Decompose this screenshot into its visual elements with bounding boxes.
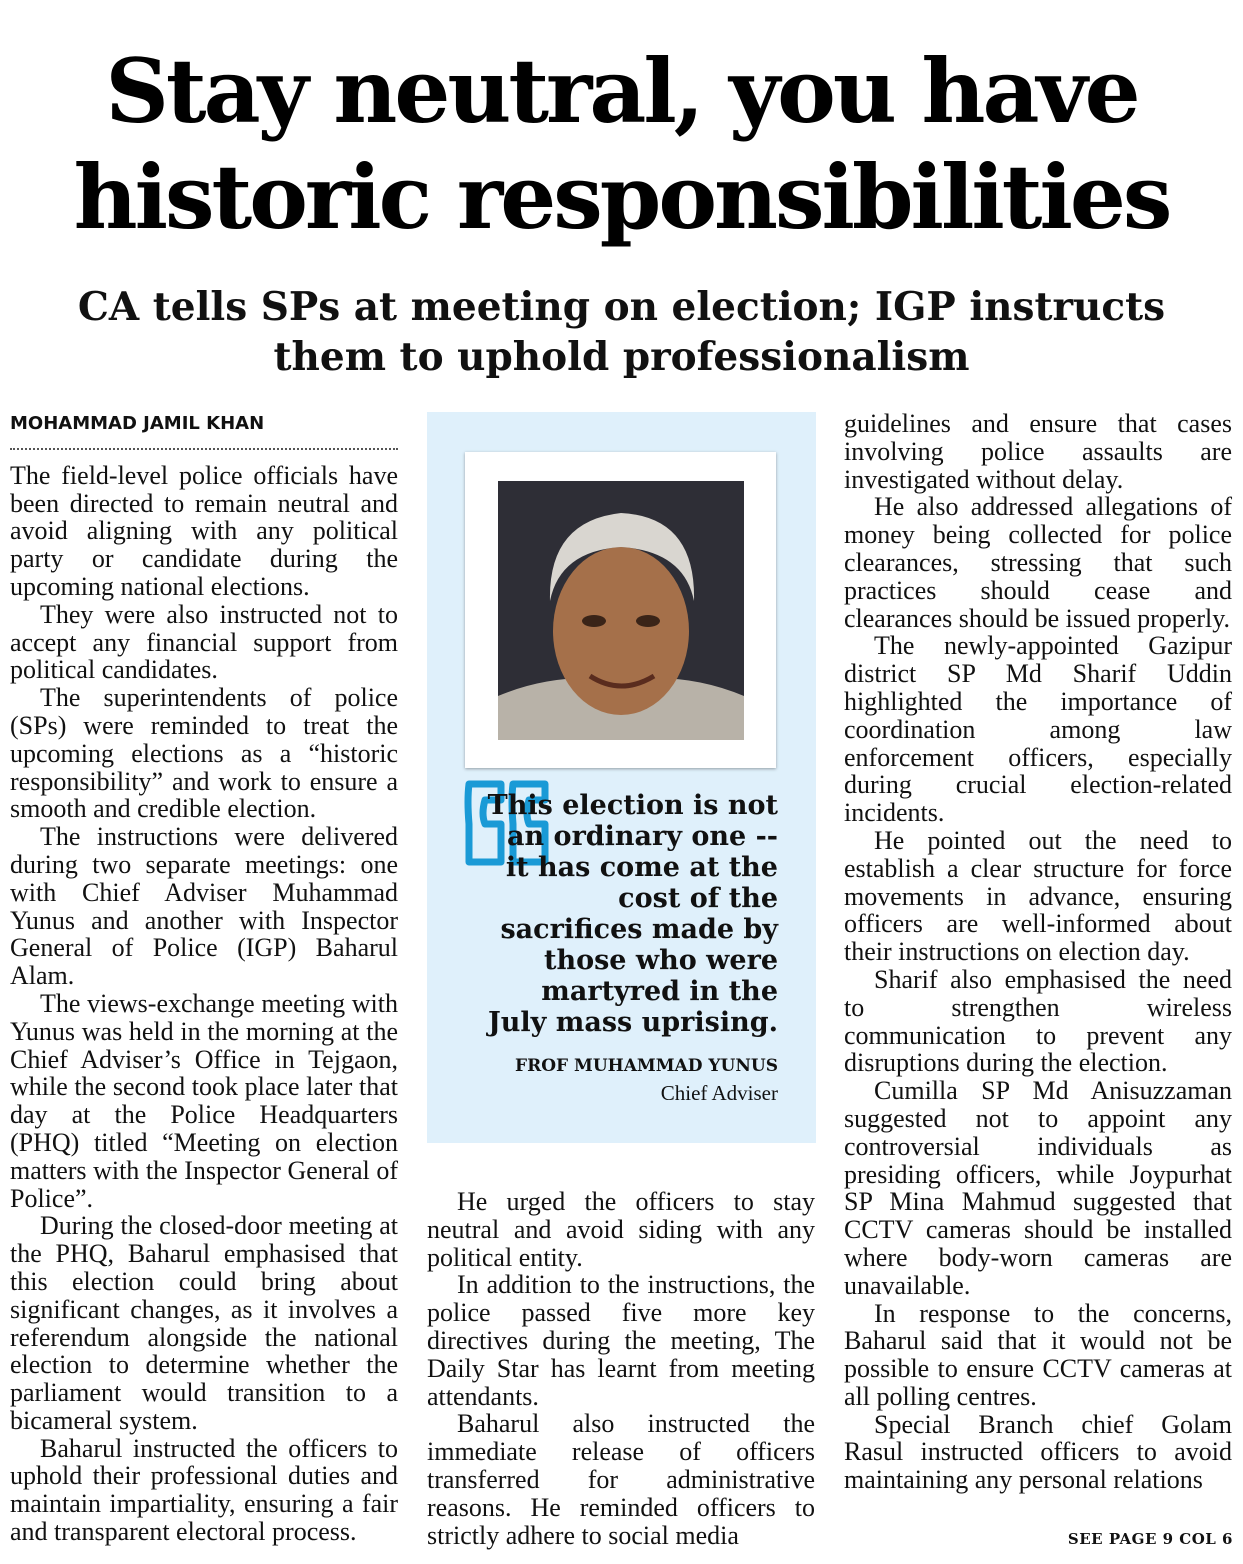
article-paragraph: He urged the officers to stay neutral and avoid siding with any political entity. xyxy=(427,1187,815,1272)
headline-line-2: historic responsibilities xyxy=(73,145,1170,249)
subheadline-line-1: CA tells SPs at meeting on election; IGP instructs xyxy=(77,284,1166,330)
photo-frame xyxy=(465,452,776,768)
article-paragraph: The views-exchange meeting with Yunus was held in the morning at the Chief Adviser’s Office in Tejgaon, while the second took place later that day at the Police Headquarters (PHQ) titled “Meeting on election matters with the Inspector General of Police”. xyxy=(10,988,398,1213)
article-paragraph: They were also instructed not to accept any financial support from political candidates. xyxy=(10,599,398,685)
article-paragraph: The instructions were delivered during two separate meetings: one with Chief Adviser Muhammad Yunus and another with Inspector General of Police (IGP) Baharul Alam. xyxy=(10,822,398,991)
article-paragraph: He also addressed allegations of money being collected for police clearances, stressing that such practices should cease and clearances should be issued properly. xyxy=(844,492,1232,633)
headline xyxy=(0,38,1243,250)
pull-quote-attribution-name: FROF MUHAMMAD YUNUS xyxy=(515,1056,778,1076)
pull-quote-box xyxy=(427,412,816,1143)
portrait-photo xyxy=(498,481,744,740)
article-paragraph: Special Branch chief Golam Rasul instructed officers to avoid maintaining any personal relations xyxy=(844,1409,1232,1495)
pull-quote-text: This election is not an ordinary one -- it has come at the cost of the sacrifices made by those who were martyred in the July mass uprising. xyxy=(487,790,778,1038)
article-paragraph: The field-level police officials have been directed to remain neutral and avoid aligning with any political party or candidate during the upcoming national elections. xyxy=(10,460,398,601)
article-paragraph: He pointed out the need to establish a clear structure for force movements in advance, ensuring officers are well-informed about their instructions on election day. xyxy=(844,825,1232,967)
article-paragraph: The newly-appointed Gazipur district SP Md Sharif Uddin highlighted the importance of coordination among law enforcement officers, especially during crucial election-related incidents. xyxy=(844,631,1232,828)
article-paragraph: In response to the concerns, Baharul said that it would not be possible to ensure CCTV cameras at all polling centres. xyxy=(844,1298,1232,1411)
subheadline-line-2: them to uphold professionalism xyxy=(273,334,970,380)
subheadline xyxy=(0,282,1243,382)
article-paragraph: Sharif also emphasised the need to strengthen wireless communication to prevent any disruptions during the election. xyxy=(844,964,1232,1078)
article-column-3 xyxy=(844,410,1232,1494)
byline: MOHAMMAD JAMIL KHAN xyxy=(10,410,398,450)
article-paragraph: Cumilla SP Md Anisuzzaman suggested not to appoint any controversial individuals as presiding officers, while Joypurhat SP Mina Mahmud suggested that CCTV cameras should be installed where body-worn cameras are unavailable. xyxy=(844,1076,1232,1300)
article-paragraph: In addition to the instructions, the police passed five more key directives during the meeting, The Daily Star has learnt from meeting attendants. xyxy=(427,1270,815,1411)
portrait-illustration xyxy=(498,481,744,740)
article-column-1 xyxy=(10,410,398,1546)
jump-line[interactable]: SEE PAGE 9 COL 6 xyxy=(1067,1530,1233,1548)
article-paragraph: Baharul also instructed the immediate release of officers transferred for administrative reasons. He reminded officers to strictly adhere to social media xyxy=(427,1409,815,1550)
pull-quote-attribution-title: Chief Adviser xyxy=(660,1081,778,1105)
headline-line-1: Stay neutral, you have xyxy=(105,39,1138,143)
article-paragraph: guidelines and ensure that cases involving police assaults are investigated without delay. xyxy=(844,409,1232,494)
article-paragraph: During the closed-door meeting at the PHQ, Baharul emphasised that this election could bring about significant changes, as it involves a referendum alongside the national election to determine whether the parliament would transition to a bicameral system. xyxy=(10,1211,398,1435)
article-paragraph: Baharul instructed the officers to uphold their professional duties and maintain impartiality, ensuring a fair and transparent electoral process. xyxy=(10,1433,398,1547)
article-paragraph: The superintendents of police (SPs) were reminded to treat the upcoming elections as a “historic responsibility” and work to ensure a smooth and credible election. xyxy=(10,683,398,824)
article-column-2 xyxy=(427,1188,815,1549)
